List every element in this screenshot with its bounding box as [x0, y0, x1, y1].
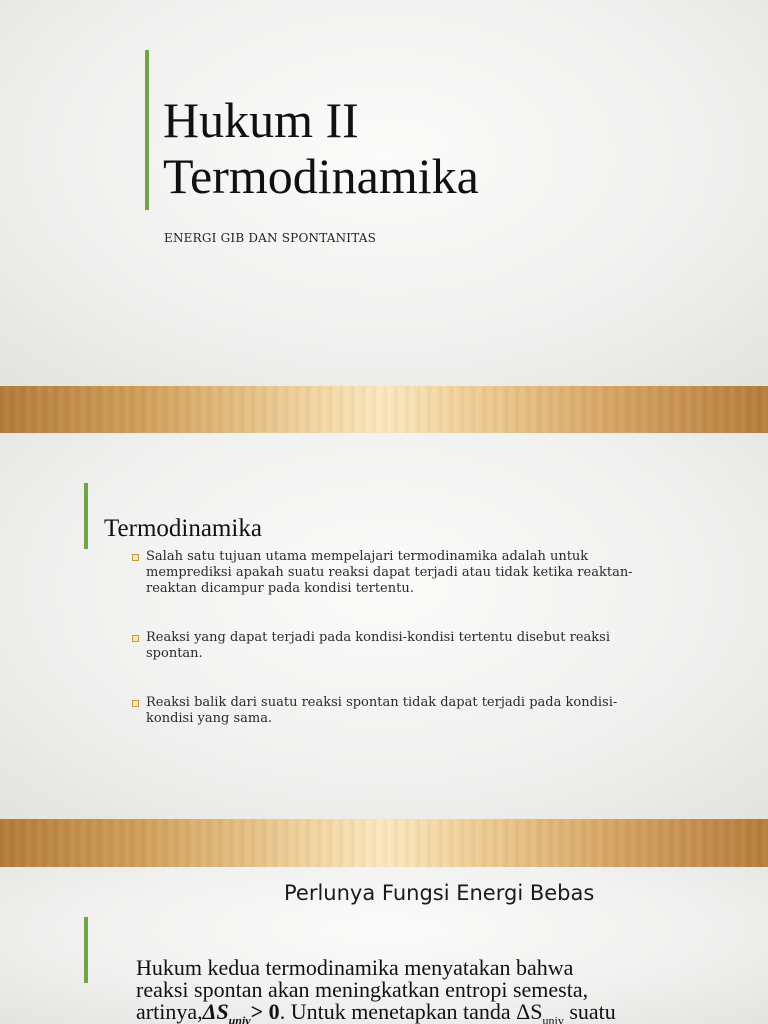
wood-divider — [0, 819, 768, 867]
title-line-2: Termodinamika — [163, 148, 479, 204]
delta-s-symbol: ΔS — [202, 999, 229, 1024]
slide-energi-bebas — [0, 867, 768, 1024]
title-line-1: Hukum II — [163, 92, 359, 148]
slide-heading: Perlunya Fungsi Energi Bebas — [284, 881, 595, 905]
bullet-text: Reaksi yang dapat terjadi pada kondisi-kondisi tertentu disebut reaksi spontan. — [146, 630, 611, 661]
list-item — [130, 630, 650, 662]
square-bullet-icon — [132, 635, 139, 642]
bullet-text: Reaksi balik dari suatu reaksi spontan tidak dapat terjadi pada kondisi-kondisi yang sama. — [146, 695, 618, 726]
slide-title — [0, 0, 768, 386]
slide-termodinamika — [0, 433, 768, 819]
square-bullet-icon — [132, 700, 139, 707]
body-line-2: reaksi spontan akan meningkatkan entropi semesta, — [136, 977, 589, 1002]
body-line-3a: artinya, — [136, 999, 203, 1024]
body-line-3b: . Untuk menetapkan tanda — [279, 999, 517, 1024]
wood-divider — [0, 386, 768, 433]
slide-heading: Termodinamika — [104, 515, 262, 542]
slide-title-heading — [163, 92, 479, 204]
body-line-1: Hukum kedua termodinamika menyatakan bahwa — [136, 955, 574, 980]
list-item — [130, 695, 650, 727]
bullet-list — [130, 549, 650, 760]
bullet-text: Salah satu tujuan utama mempelajari termodinamika adalah untuk memprediksi apakah suatu reaksi dapat terjadi atau tidak ketika reaktan-reaktan dicampur pada kondisi tertentu. — [146, 549, 633, 596]
body-line-3c: suatu — [563, 999, 616, 1024]
univ-subscript: univ — [542, 1013, 564, 1024]
accent-bar — [145, 50, 149, 210]
accent-bar — [84, 917, 88, 983]
univ-subscript-italic: univ — [228, 1013, 251, 1024]
slide-subtitle: ENERGI GIB DAN SPONTANITAS — [164, 231, 377, 245]
gt-zero: > 0 — [250, 999, 280, 1024]
list-item — [130, 549, 650, 597]
slide-body-text — [136, 957, 696, 1024]
delta-s-symbol-2: ΔS — [516, 999, 543, 1024]
square-bullet-icon — [132, 554, 139, 561]
accent-bar — [84, 483, 88, 549]
